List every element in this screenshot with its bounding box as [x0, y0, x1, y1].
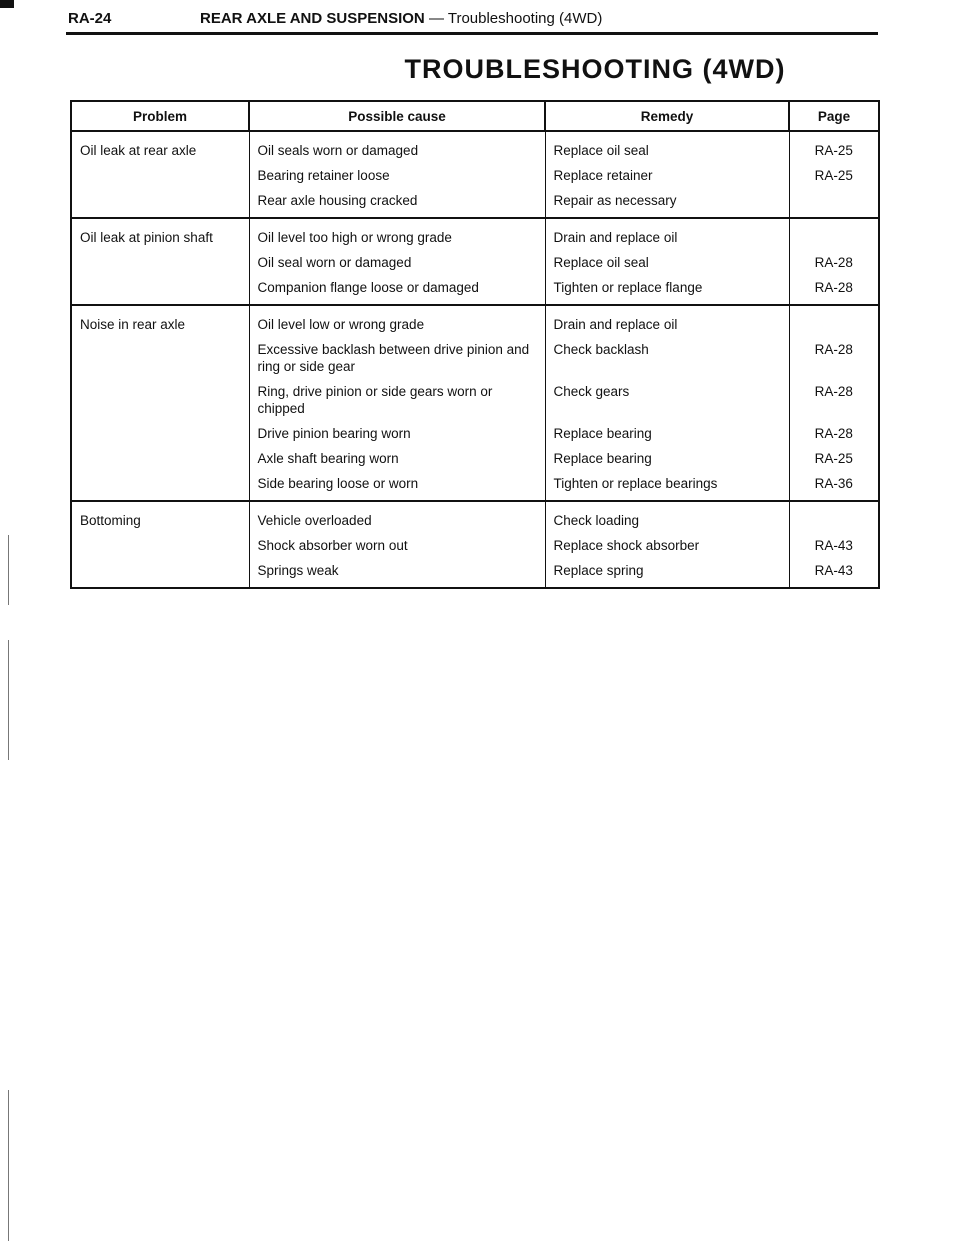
table-row: [71, 501, 879, 588]
problem-cell: Oil leak at pinion shaft: [71, 218, 249, 305]
page-cell: RA-28 RA-28: [789, 218, 879, 305]
page-code: RA-24: [68, 10, 112, 27]
troubleshooting-table: [70, 100, 880, 589]
header-rule: [66, 32, 878, 35]
remedy-cell: Drain and replace oil Check backlash Check gears Replace bearing Replace bearing Tighten or replace bearings: [545, 305, 789, 501]
page-title: TROUBLESHOOTING (4WD): [404, 54, 786, 84]
section-title: REAR AXLE AND SUSPENSION: [200, 10, 425, 27]
corner-mark: [0, 0, 14, 8]
cause-cell: Oil level too high or wrong grade Oil seal worn or damaged Companion flange loose or damaged: [249, 218, 545, 305]
column-header-page: Page: [789, 101, 879, 131]
column-header-remedy: Remedy: [545, 101, 789, 131]
table-row: [71, 305, 879, 501]
column-header-problem: Problem: [71, 101, 249, 131]
problem-cell: Bottoming: [71, 501, 249, 588]
table-header-row: [71, 101, 879, 131]
page-cell: RA-28 RA-28 RA-28 RA-25 RA-36: [789, 305, 879, 501]
running-head: [200, 10, 602, 27]
remedy-cell: Drain and replace oil Replace oil seal Tighten or replace flange: [545, 218, 789, 305]
page-cell: RA-25 RA-25: [789, 131, 879, 218]
table-row: [71, 131, 879, 218]
scan-margin-mark: [8, 535, 9, 605]
scan-margin-mark: [8, 1090, 9, 1241]
cause-cell: Vehicle overloaded Shock absorber worn out Springs weak: [249, 501, 545, 588]
remedy-cell: Check loading Replace shock absorber Replace spring: [545, 501, 789, 588]
subsection-title: Troubleshooting (4WD): [447, 10, 603, 27]
scan-margin-mark: [8, 640, 9, 760]
cause-cell: Oil seals worn or damaged Bearing retainer loose Rear axle housing cracked: [249, 131, 545, 218]
column-header-cause: Possible cause: [249, 101, 545, 131]
problem-cell: Noise in rear axle: [71, 305, 249, 501]
running-header: [68, 8, 878, 34]
table-row: [71, 218, 879, 305]
remedy-cell: Replace oil seal Replace retainer Repair as necessary: [545, 131, 789, 218]
problem-cell: Oil leak at rear axle: [71, 131, 249, 218]
header-separator: —: [428, 10, 444, 27]
page-cell: RA-43 RA-43: [789, 501, 879, 588]
cause-cell: Oil level low or wrong grade Excessive backlash between drive pinion and ring or side gear Ring, drive pinion or side gears worn or chipped Drive pinion bearing worn Axle shaft bearing worn Side bearing loose or worn: [249, 305, 545, 501]
